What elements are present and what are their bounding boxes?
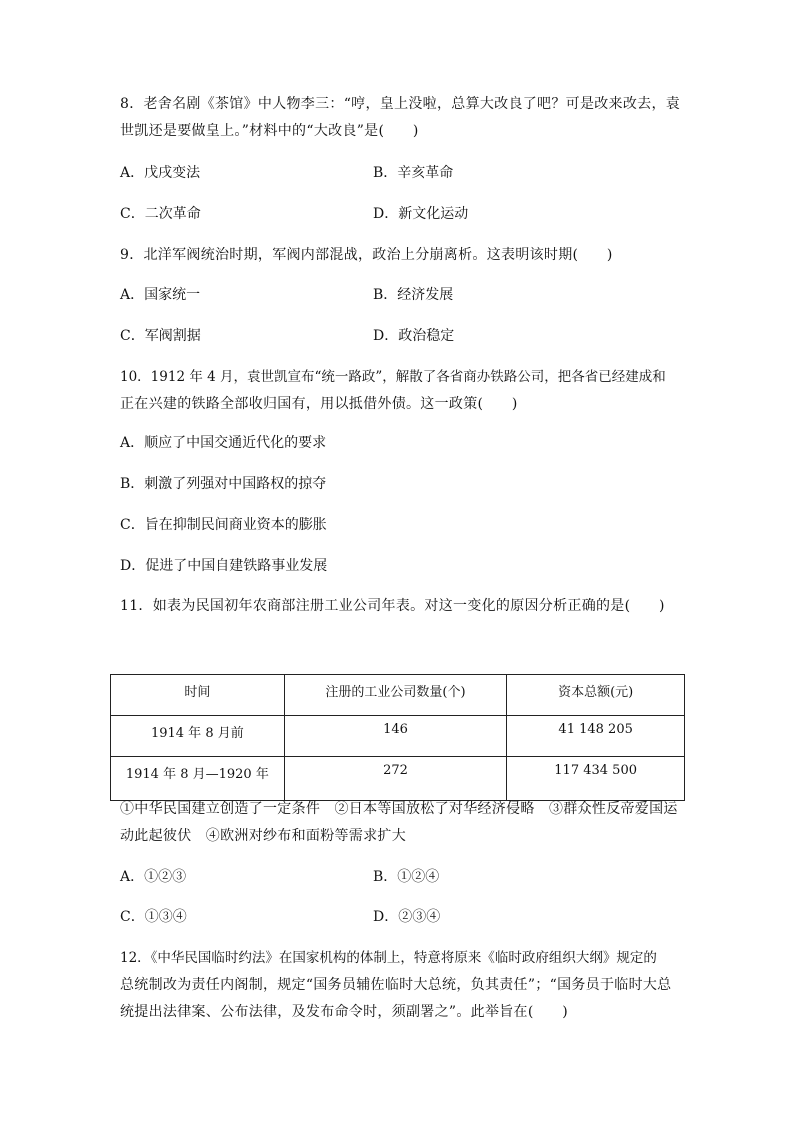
q10-stem-line1: 10．1912 年 4 月，袁世凯宣布“统一路政”，解散了各省商办铁路公司，把各省已经建成和	[120, 369, 666, 385]
table-row	[111, 757, 685, 801]
q11-option-a[interactable]: A．①②③	[120, 869, 187, 885]
q10-option-a[interactable]: A．顺应了中国交通近代化的要求	[120, 435, 327, 451]
table-row	[111, 716, 685, 757]
table-cell: 146	[284, 716, 507, 757]
q10-option-d[interactable]: D．促进了中国自建铁路事业发展	[120, 558, 328, 574]
q9-option-b[interactable]: B．经济发展	[373, 287, 454, 303]
q11-option-b[interactable]: B．①②④	[373, 869, 440, 885]
table-header-row	[111, 675, 685, 716]
q8-stem-line1: 8．老舍名剧《茶馆》中人物李三：“哼，皇上没啦，总算大改良了吧？可是改来改去，袁	[120, 96, 681, 112]
q11-option-c[interactable]: C．①③④	[120, 909, 187, 925]
table-header-cell: 注册的工业公司数量(个)	[284, 675, 507, 716]
table-cell: 272	[284, 757, 507, 801]
q12-stem-line1: 12．《中华民国临时约法》在国家机构的体制上，特意将原来《临时政府组织大纲》规定的	[120, 950, 657, 966]
table-cell: 1914 年 8 月—1920 年	[111, 757, 285, 801]
table-cell: 1914 年 8 月前	[111, 716, 285, 757]
registration-table	[110, 674, 685, 801]
table-cell: 117 434 500	[507, 757, 685, 801]
q11-statements-line1: ①中华民国建立创造了一定条件 ②日本等国放松了对华经济侵略 ③群众性反帝爱国运	[120, 801, 678, 817]
q9-option-c[interactable]: C．军阀割据	[120, 328, 201, 344]
q9-option-a[interactable]: A．国家统一	[120, 287, 201, 303]
table-cell: 41 148 205	[507, 716, 685, 757]
q12-stem-line2: 总统制改为责任内阁制，规定“国务员辅佐临时大总统，负其责任”；“国务员于临时大总	[120, 977, 672, 993]
q8-stem-line2: 世凯还是要做皇上。”材料中的“大改良”是( )	[120, 123, 419, 139]
q9-stem-line1: 9．北洋军阀统治时期，军阀内部混战，政治上分崩离析。这表明该时期( )	[120, 247, 613, 263]
q8-option-b[interactable]: B．辛亥革命	[373, 165, 454, 181]
table-header-cell: 资本总额(元)	[507, 675, 685, 716]
q11-statements-line2: 动此起彼伏 ④欧洲对纱布和面粉等需求扩大	[120, 828, 406, 844]
q12-stem-line3: 统提出法律案、公布法律，及发布命令时，须副署之”。此举旨在( )	[120, 1004, 568, 1020]
q10-option-b[interactable]: B．刺激了列强对中国路权的掠夺	[120, 476, 327, 492]
q8-option-d[interactable]: D．新文化运动	[373, 206, 469, 222]
q10-option-c[interactable]: C．旨在抑制民间商业资本的膨胀	[120, 517, 327, 533]
q8-option-a[interactable]: A．戊戌变法	[120, 165, 201, 181]
table-header-cell: 时间	[111, 675, 285, 716]
q11-stem-line1: 11．如表为民国初年农商部注册工业公司年表。对这一变化的原因分析正确的是( )	[120, 598, 665, 614]
q11-option-d[interactable]: D．②③④	[373, 909, 441, 925]
q8-option-c[interactable]: C．二次革命	[120, 206, 201, 222]
q10-stem-line2: 正在兴建的铁路全部收归国有，用以抵借外债。这一政策( )	[120, 396, 518, 412]
q9-option-d[interactable]: D．政治稳定	[373, 328, 455, 344]
